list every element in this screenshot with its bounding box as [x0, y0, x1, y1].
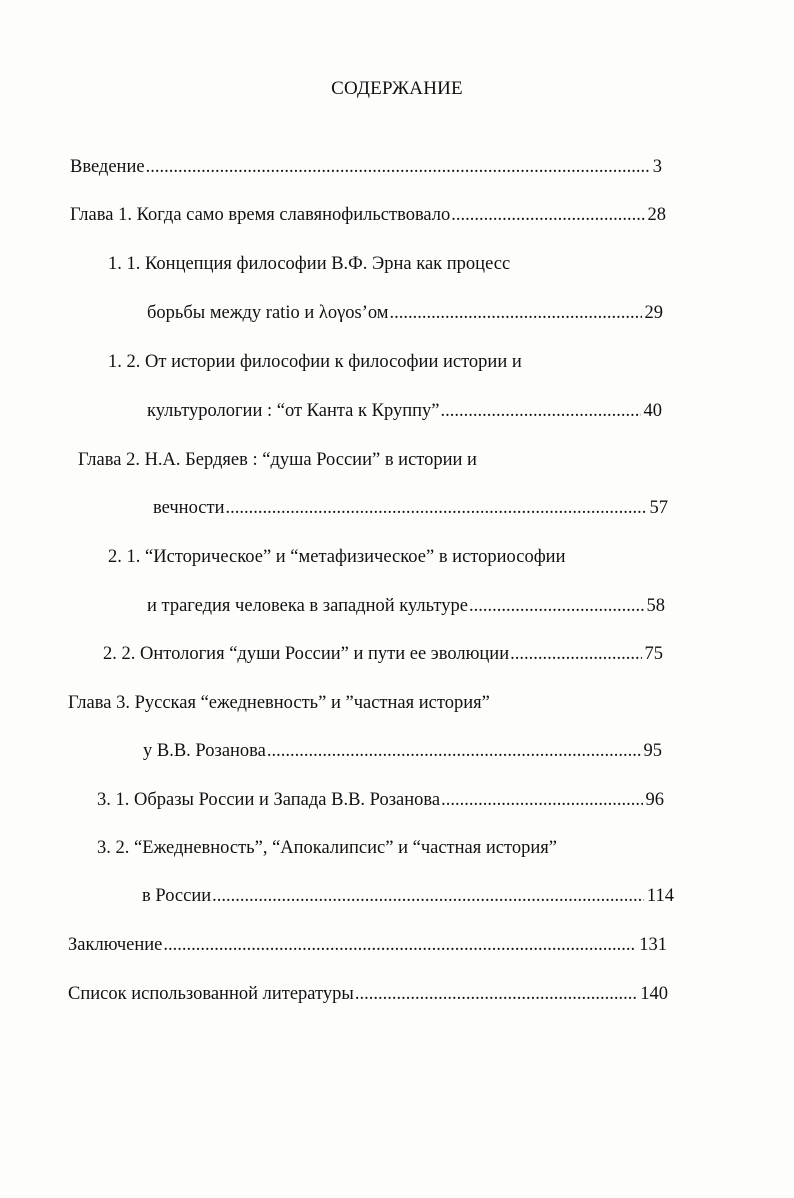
toc-entry-text: и трагедия человека в западной культуре [147, 596, 468, 616]
toc-entry [70, 156, 662, 178]
toc-entry-text: 1. 1. Концепция философии В.Ф. Эрна как процесс [108, 254, 511, 274]
toc-entry [147, 595, 665, 617]
toc-entry-page: 3 [652, 157, 662, 177]
toc-entry-text: культурологии : “от Канта к Круппу” [147, 401, 440, 421]
leader-dots [146, 156, 650, 178]
toc-entry-text: Список использованной литературы [68, 984, 354, 1004]
toc-entry-text: 2. 1. “Историческое” и “метафизическое” в историософии [108, 547, 566, 567]
toc-entry-text: Заключение [68, 935, 163, 955]
toc-entry-text: Глава 2. Н.А. Бердяев : “душа России” в истории и [78, 450, 477, 470]
toc-entry-page: 131 [639, 935, 667, 955]
leader-dots [212, 885, 644, 907]
toc-entry-page: 114 [646, 886, 674, 906]
toc-entry [147, 400, 662, 422]
toc-entry [97, 789, 664, 811]
toc-entry-page: 95 [643, 741, 662, 761]
toc-entry-page: 28 [647, 205, 666, 225]
toc-entry-page: 29 [644, 303, 663, 323]
leader-dots [441, 789, 642, 811]
toc-entry [103, 643, 663, 665]
toc-entry [147, 302, 663, 324]
toc-entry [143, 740, 662, 762]
toc-entry-text: борьбы между ratio и λογοs’ом [147, 303, 389, 323]
toc-entry-page: 75 [644, 644, 663, 664]
toc-entry [68, 934, 667, 956]
leader-dots [163, 934, 636, 956]
toc-entry-page: 57 [649, 498, 668, 518]
page-title: СОДЕРЖАНИЕ [331, 78, 463, 99]
leader-dots [469, 595, 644, 617]
toc-entry-page: 58 [646, 596, 665, 616]
toc-entry-page: 96 [645, 790, 664, 810]
toc-entry-text: Глава 3. Русская “ежедневность” и ”частная история” [68, 693, 490, 713]
toc-entry-text: у В.В. Розанова [143, 741, 266, 761]
toc-entry-text: Введение [70, 157, 145, 177]
toc-entry-text: 1. 2. От истории философии к философии истории и [108, 352, 522, 372]
leader-dots [267, 740, 641, 762]
toc-entry-text: 3. 1. Образы России и Запада В.В. Розанова [97, 790, 441, 810]
toc-entry [153, 497, 668, 519]
leader-dots [451, 204, 644, 226]
toc-entry [142, 885, 674, 907]
leader-dots [510, 643, 641, 665]
toc-entry [70, 204, 666, 226]
leader-dots [441, 400, 641, 422]
leader-dots [355, 983, 637, 1005]
toc-entry-page: 140 [640, 984, 668, 1004]
toc-entry-text: Глава 1. Когда само время славянофильствовало [70, 205, 451, 225]
toc-entry-text: 3. 2. “Ежедневность”, “Апокалипсис” и “частная история” [97, 838, 557, 858]
toc-entry-text: 2. 2. Онтология “души России” и пути ее эволюции [103, 644, 510, 664]
toc-entry [68, 983, 668, 1005]
toc-entry-text: в России [142, 886, 212, 906]
toc-entry-page: 40 [643, 401, 662, 421]
leader-dots [389, 302, 641, 324]
leader-dots [226, 497, 647, 519]
toc-entry-text: вечности [153, 498, 225, 518]
